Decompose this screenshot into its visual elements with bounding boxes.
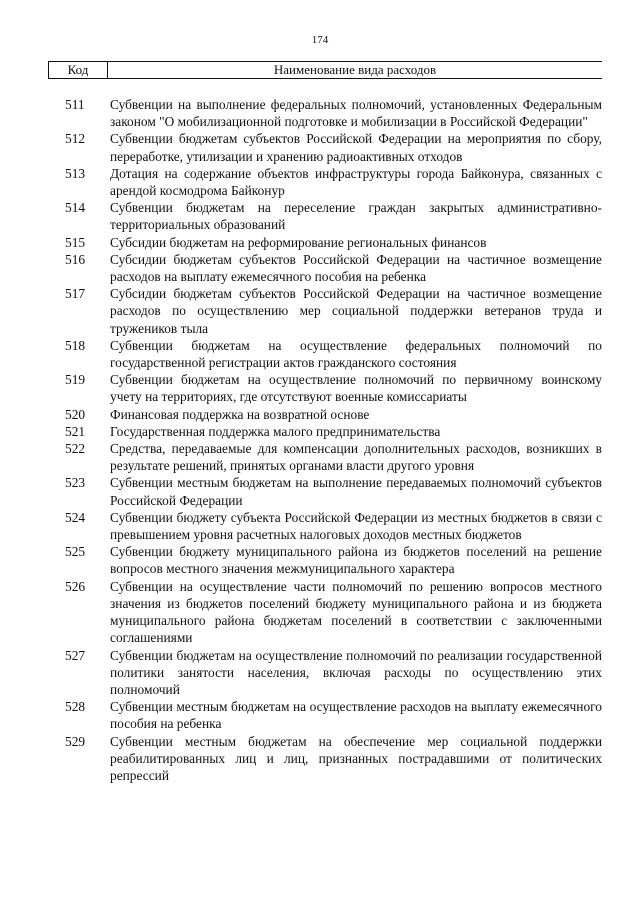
entry-text: Субвенции бюджетам на осуществление полномочий по первичному воинскому учету на территориях, где отсутствуют военные комиссариаты	[110, 372, 602, 405]
table-header	[48, 61, 602, 79]
list-item	[48, 165, 602, 199]
list-item	[48, 578, 602, 647]
entry-code: 521	[65, 423, 86, 439]
entry-text: Субвенции на выполнение федеральных полномочий, установленных Федеральным законом "О мобилизационной подготовке и мобилизации в Российской Федерации"	[110, 97, 602, 130]
page-number: 174	[311, 34, 329, 46]
entry-text: Субсидии бюджетам субъектов Российской Федерации на частичное возмещение расходов на выплату ежемесячного пособия на ребенка	[110, 251, 602, 285]
entry-code: 519	[65, 372, 86, 388]
entry-text: Средства, передаваемые для компенсации дополнительных расходов, возникших в результате решений, принятых органами власти другого уровня	[110, 441, 602, 474]
header-name-label: Наименование вида расходов	[273, 62, 437, 77]
entry-code: 523	[65, 475, 86, 491]
list-item	[48, 647, 602, 699]
entry-code: 516	[65, 251, 86, 267]
entry-text: Субсидии бюджетам на реформирование региональных финансов	[110, 234, 487, 250]
entry-text: Субвенции бюджету субъекта Российской Федерации из местных бюджетов в связи с превышением уровня расчетных налоговых доходов местных бюджетов	[110, 509, 602, 543]
list-item	[48, 285, 602, 337]
list-item	[48, 474, 602, 508]
entry-text: Субвенции местным бюджетам на обеспечение мер социальной поддержки реабилитированных лиц и лиц, признанных пострадавшими от политических репрессий	[110, 733, 602, 783]
list-item	[48, 337, 602, 371]
entry-code: 517	[65, 286, 86, 302]
entry-text: Финансовая поддержка на возвратной основе	[110, 406, 370, 422]
entry-code: 529	[65, 733, 86, 749]
list-item	[48, 698, 602, 732]
expense-list	[48, 96, 602, 784]
entry-text: Государственная поддержка малого предпринимательства	[110, 423, 441, 439]
entry-code: 511	[65, 97, 85, 112]
entry-code: 520	[65, 406, 86, 422]
list-item	[48, 509, 602, 543]
list-item	[48, 543, 602, 577]
entry-text: Субвенции местным бюджетам на выполнение передаваемых полномочий субъектов Российской Федерации	[110, 475, 602, 508]
entry-code: 514	[65, 200, 86, 216]
entry-text: Субвенции на осуществление части полномочий по решению вопросов местного значения из бюджетов поселений бюджету муниципального района и из бюджета муниципального района бюджетам поселений в соответствии с заключенными соглашениями	[110, 578, 602, 646]
entry-code: 518	[65, 337, 86, 353]
entry-text: Субвенции местным бюджетам на осуществление расходов на выплату ежемесячного пособия на ребенка	[110, 699, 602, 732]
list-item	[48, 423, 602, 440]
entry-text: Субсидии бюджетам субъектов Российской Федерации на частичное возмещение расходов по осуществлению мер социальной поддержки ветеранов труда и тружеников тыла	[110, 286, 602, 336]
entry-code: 513	[65, 165, 86, 181]
entry-code: 515	[65, 234, 86, 250]
entry-text: Субвенции бюджетам на осуществление полномочий по реализации государственной политики занятости населения, включая расходы по осуществлению этих полномочий	[110, 647, 602, 697]
entry-code: 528	[65, 699, 86, 715]
entry-code: 526	[65, 578, 86, 594]
entry-code: 512	[65, 131, 86, 147]
list-item	[48, 96, 602, 130]
entry-text: Дотация на содержание объектов инфраструктуры города Байконура, связанных с арендой космодрома Байконур	[110, 165, 602, 199]
entry-code: 524	[65, 509, 86, 525]
entry-text: Субвенции бюджету муниципального района из бюджетов поселений на решение вопросов местного значения межмуниципального характера	[110, 544, 602, 577]
list-item	[48, 371, 602, 405]
entry-code: 522	[65, 441, 86, 457]
header-code-label: Код	[48, 62, 108, 78]
list-item	[48, 406, 602, 423]
list-item	[48, 733, 602, 785]
list-item	[48, 440, 602, 474]
entry-code: 527	[65, 647, 86, 663]
list-item	[48, 130, 602, 164]
entry-code: 525	[65, 544, 86, 560]
list-item	[48, 251, 602, 285]
list-item	[48, 234, 602, 251]
list-item	[48, 199, 602, 233]
entry-text: Субвенции бюджетам субъектов Российской Федерации на мероприятия по сбору, переработке, утилизации и хранению радиоактивных отходов	[110, 131, 602, 164]
entry-text: Субвенции бюджетам на осуществление федеральных полномочий по государственной регистрации актов гражданского состояния	[110, 337, 602, 371]
entry-text: Субвенции бюджетам на переселение граждан закрытых административно-территориальных образований	[110, 200, 602, 233]
